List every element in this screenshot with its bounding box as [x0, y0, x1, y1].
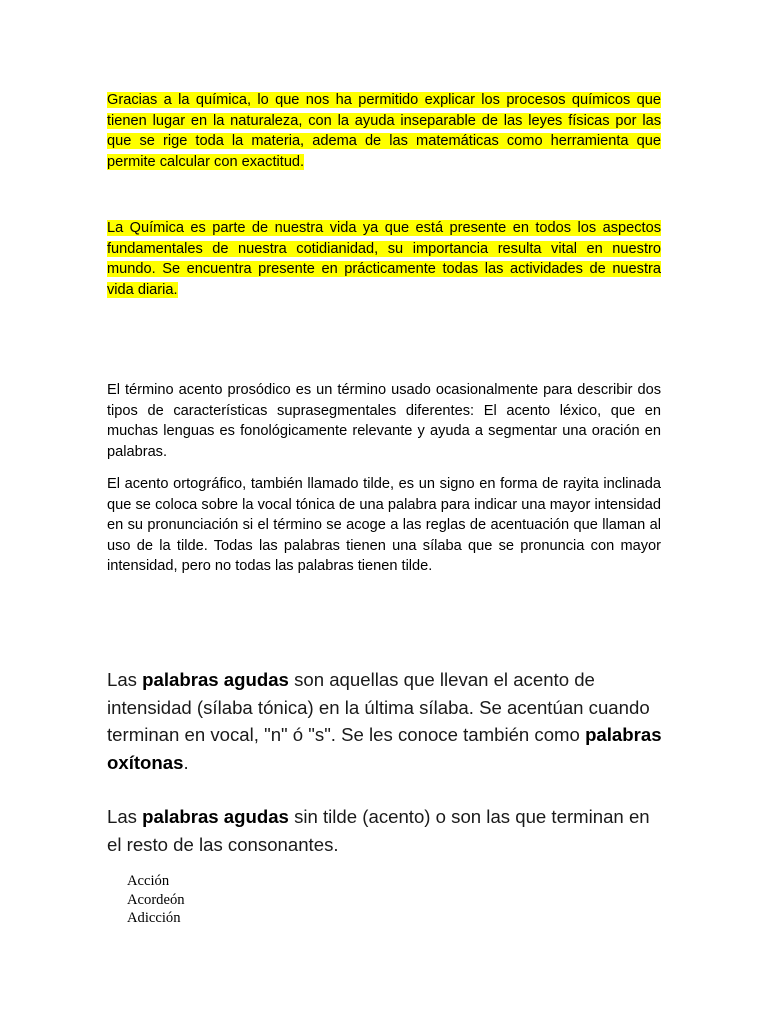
bold-term: palabras oxítonas — [107, 724, 662, 773]
text-run: Las — [107, 669, 143, 690]
highlighted-paragraph — [107, 90, 661, 172]
bold-term: palabras agudas — [142, 806, 289, 827]
examples-list — [127, 872, 185, 928]
example-word: Acordeón — [127, 891, 185, 908]
highlighted-text: Gracias a la química, lo que nos ha permitido explicar los procesos químicos que tienen lugar en la naturaleza, con la ayuda inseparable de las leyes físicas por las que se rige toda la materia, adema de las matemáticas como herramienta que permite calcular con exactitud. — [107, 92, 661, 170]
paragraph-agudas-definition — [107, 666, 667, 776]
paragraph-agudas-sin-tilde — [107, 803, 667, 858]
example-word: Adicción — [127, 910, 181, 926]
text-run: Las — [107, 806, 143, 827]
text-run: . — [183, 751, 189, 773]
text-run: sin tilde (acento) o son las que terminan en el resto de las consonantes. — [107, 806, 650, 855]
text-run: son aquellas que llevan el acento de intensidad (sílaba tónica) en la última sílaba. Se acentúan cuando terminan en vocal, "n" ó "s". Se les conoce también como — [107, 669, 650, 745]
bold-term: palabras agudas — [142, 669, 289, 690]
highlighted-text: La Química es parte de nuestra vida ya que está presente en todos los aspectos fundamentales de nuestra cotidianidad, su importancia resulta vital en nuestro mundo. Se encuentra presente en prácticamente todas las actividades de nuestra vida diaria. — [107, 220, 661, 298]
highlighted-paragraph — [107, 218, 661, 300]
paragraph-acento-prosodico: El término acento prosódico es un término usado ocasionalmente para describir dos tipos de características suprasegmentales diferentes: El acento léxico, que en muchas lenguas es fonológicamente relevante y ayuda a segmentar una oración en palabras. — [107, 382, 661, 460]
example-word: Acción — [127, 873, 170, 889]
paragraph-acento-ortografico: El acento ortográfico, también llamado tilde, es un signo en forma de rayita inclinada que se coloca sobre la vocal tónica de una palabra para indicar una mayor intensidad en su pronunciación si el término se acoge a las reglas de acentuación que llaman al uso de la tilde. Todas las palabras tienen una sílaba que se pronuncia con mayor intensidad, pero no todas las palabras tienen tilde. — [107, 476, 661, 575]
